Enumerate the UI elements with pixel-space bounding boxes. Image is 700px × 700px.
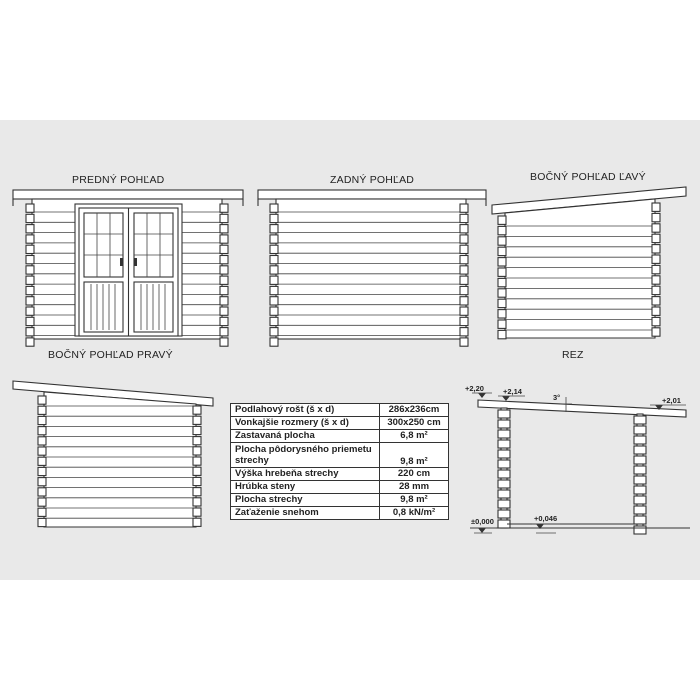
log-end: [634, 466, 646, 474]
log-end: [498, 430, 510, 438]
section-left-wall: [498, 408, 510, 528]
side-left-view-title: BOČNÝ POHĽAD ĽAVÝ: [530, 171, 646, 183]
spec-label: Plocha strechy: [231, 494, 380, 507]
spec-value: 286x236cm: [380, 404, 449, 417]
log-end: [634, 416, 646, 424]
log-end: [498, 450, 510, 458]
elev-right-top: +2,01: [662, 396, 681, 405]
spec-value: 28 mm: [380, 481, 449, 494]
spec-value: 6,8 m²: [380, 430, 449, 443]
elev-ground: ±0,000: [471, 517, 494, 526]
spec-value: 9,8 m²: [380, 494, 449, 507]
spec-value: 0,8 kN/m²: [380, 507, 449, 520]
log-end: [498, 420, 510, 428]
elev-left-top: +2,20: [465, 384, 484, 393]
spec-label: Zaťaženie snehom: [231, 507, 380, 520]
spec-label: Plocha pôdorysného priemetu strechy: [231, 443, 380, 468]
spec-label: Hrúbka steny: [231, 481, 380, 494]
spec-value: 300x250 cm: [380, 417, 449, 430]
spec-value: 9,8 m²: [380, 443, 449, 468]
log-end: [634, 426, 646, 434]
back-view-title: ZADNÝ POHĽAD: [330, 174, 415, 186]
log-end: [634, 506, 646, 514]
log-end: [634, 526, 646, 534]
log-end: [498, 480, 510, 488]
log-end: [498, 440, 510, 448]
spec-value: 220 cm: [380, 468, 449, 481]
spec-label: Výška hrebeňa strechy: [231, 468, 380, 481]
log-end: [634, 456, 646, 464]
spec-label: Zastavaná plocha: [231, 430, 380, 443]
log-end: [498, 510, 510, 518]
log-end: [498, 500, 510, 508]
log-end: [634, 446, 646, 454]
log-end: [498, 470, 510, 478]
elev-floor: +0,046: [534, 514, 558, 523]
side-right-view-title: BOČNÝ POHĽAD PRAVÝ: [48, 349, 173, 361]
spec-label: Vonkajšie rozmery (š x d): [231, 417, 380, 430]
log-end: [634, 516, 646, 524]
log-end: [634, 436, 646, 444]
front-view-title: PREDNÝ POHĽAD: [72, 174, 165, 186]
section-right-wall: [634, 414, 646, 534]
log-end: [634, 496, 646, 504]
elev-angle: 3°: [553, 393, 561, 402]
log-end: [634, 476, 646, 484]
elev-ridge-left: +2,14: [503, 387, 522, 396]
spec-label: Podlahový rošt (š x d): [231, 404, 380, 417]
log-end: [634, 486, 646, 494]
log-end: [498, 460, 510, 468]
section-view-title: REZ: [562, 349, 584, 361]
log-end: [498, 410, 510, 418]
log-end: [498, 490, 510, 498]
